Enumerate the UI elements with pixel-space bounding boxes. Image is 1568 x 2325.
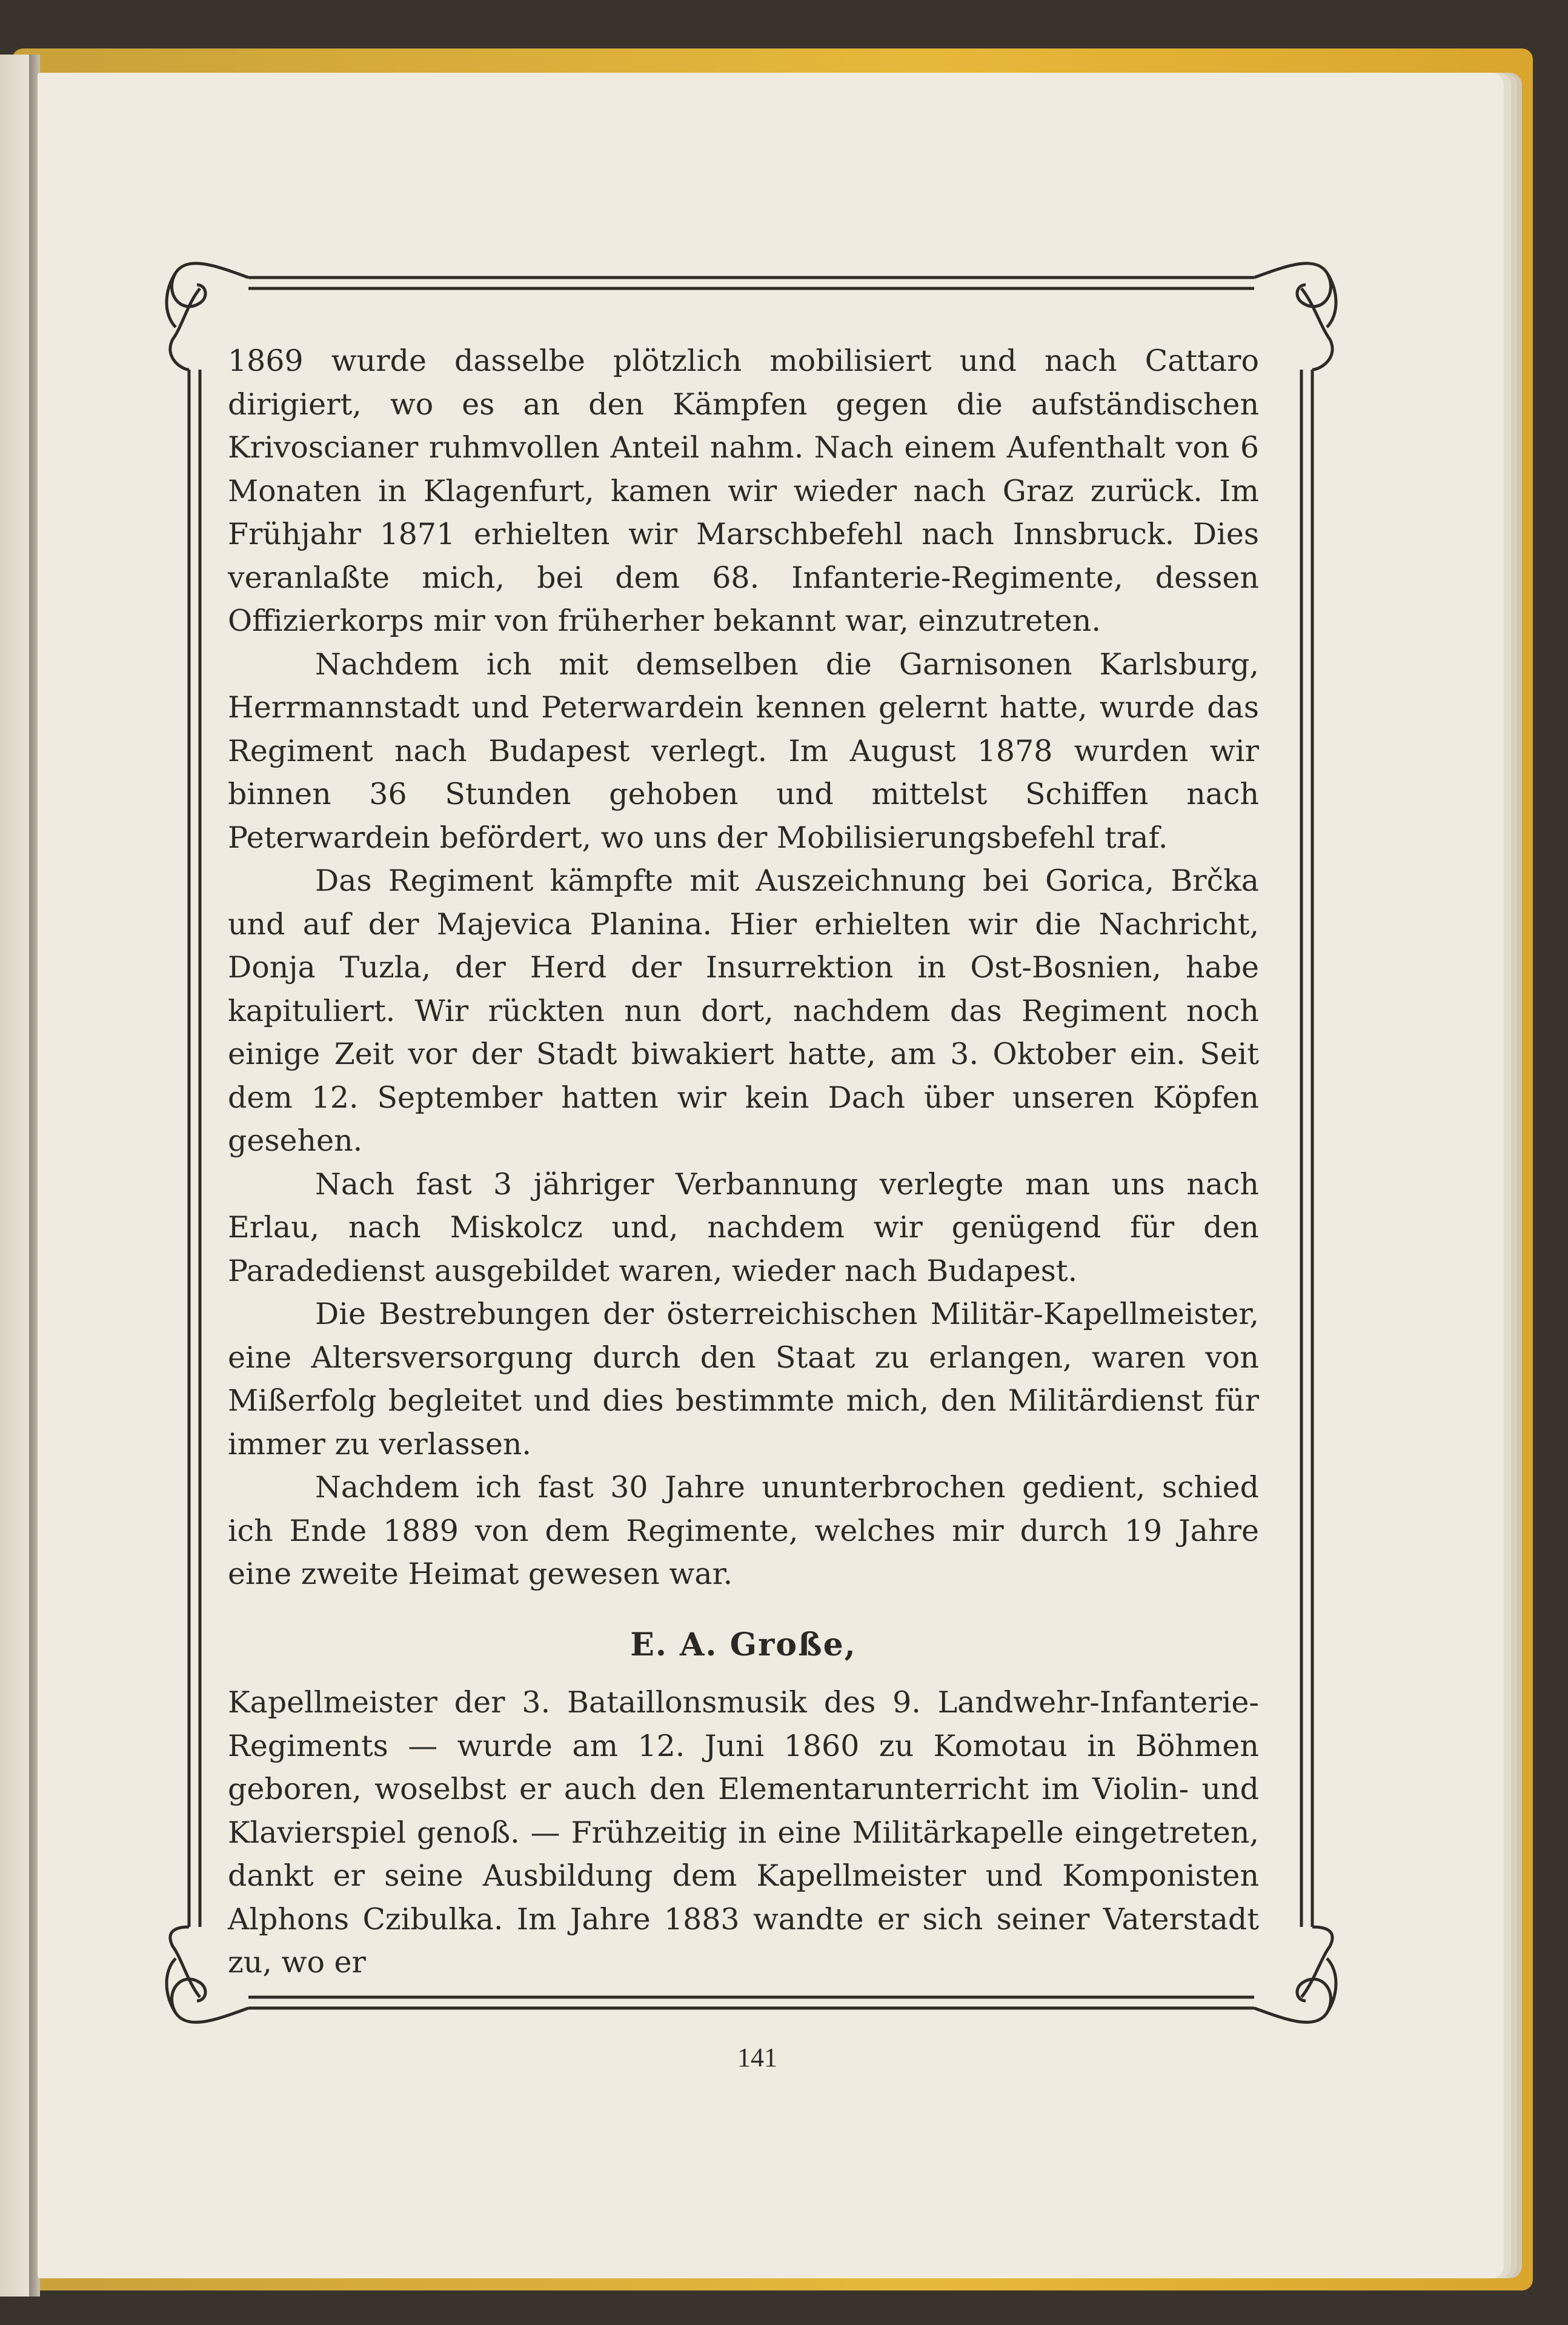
paragraph: Nachdem ich mit demselben die Garnisonen Karlsburg, Herrmannstadt und Peterwardein kennen gelernt hatte, wurde das Regiment nach Budapest verlegt. Im August 1878 wurden wir binnen 36 Stunden gehoben und mittelst Schiffen nach Peterwardein befördert, wo uns der Mobilisierungsbefehl traf. — [228, 647, 1259, 855]
section-heading: E. A. Große, — [630, 1626, 857, 1663]
paragraph: Nach fast 3 jähriger Verbannung verlegte man uns nach Erlau, nach Miskolcz und, nachdem wir genügend für den Paradedienst ausgebildet waren, wieder nach Budapest. — [228, 1166, 1259, 1288]
ornament-bottom-right — [1254, 1927, 1336, 2022]
paragraph: Die Bestrebungen der österreichischen Militär-Kapellmeister, eine Altersversorgung durch den Staat zu erlangen, waren von Mißerfolg begleitet und dies bestimmte mich, den Militärdienst für immer zu verlassen. — [228, 1297, 1259, 1462]
paragraph: Nachdem ich fast 30 Jahre ununterbrochen gedient, schied ich Ende 1889 von dem Regimente, welches mir durch 19 Jahre eine zweite Heimat gewesen war. — [228, 1470, 1259, 1591]
main-text — [228, 339, 1259, 1596]
paragraph: 1869 wurde dasselbe plötzlich mobilisiert und nach Cattaro dirigiert, wo es an den Kämpfen gegen die aufständischen Krivoscianer ruhmvollen Anteil nahm. Nach einem Aufenthalt von 6 Monaten in Klagenfurt, kamen wir wieder nach Graz zurück. Im Frühjahr 1871 erhielten wir Marschbefehl nach Innsbruck. Dies veranlaßte mich, bei dem 68. Infanterie-Regimente, dessen Offizierkorps mir von früherher bekannt war, einzutreten. — [228, 344, 1259, 638]
page-number: 141 — [737, 2043, 777, 2072]
ornament-top-right — [1254, 264, 1336, 370]
paragraph: Das Regiment kämpfte mit Auszeichnung bei Gorica, Brčka und auf der Majevica Planina. Hier erhielten wir die Nachricht, Donja Tuzla, der Herd der Insurrektion in Ost-Bosnien, habe kapituliert. Wir rückten nun dort, nachdem das Regiment noch einige Zeit vor der Stadt biwakiert hatte, am 3. Oktober ein. Seit dem 12. September hatten wir kein Dach über unseren Köpfen gesehen. — [228, 863, 1259, 1158]
bio-text — [228, 1681, 1259, 1984]
paragraph: Kapellmeister der 3. Bataillonsmusik des 9. Landwehr-Infanterie-Regiments — wurde am 12. Juni 1860 zu Komotau in Böhmen geboren, woselbst er auch den Elementarunterricht im Violin- und Klavierspiel genoß. — Frühzeitig in eine Militärkapelle eingetreten, dankt er seine Ausbildung dem Kapellmeister und Komponisten Alphons Czibulka. Im Jahre 1883 wandte er sich seiner Vaterstadt zu, wo er — [228, 1685, 1259, 1980]
